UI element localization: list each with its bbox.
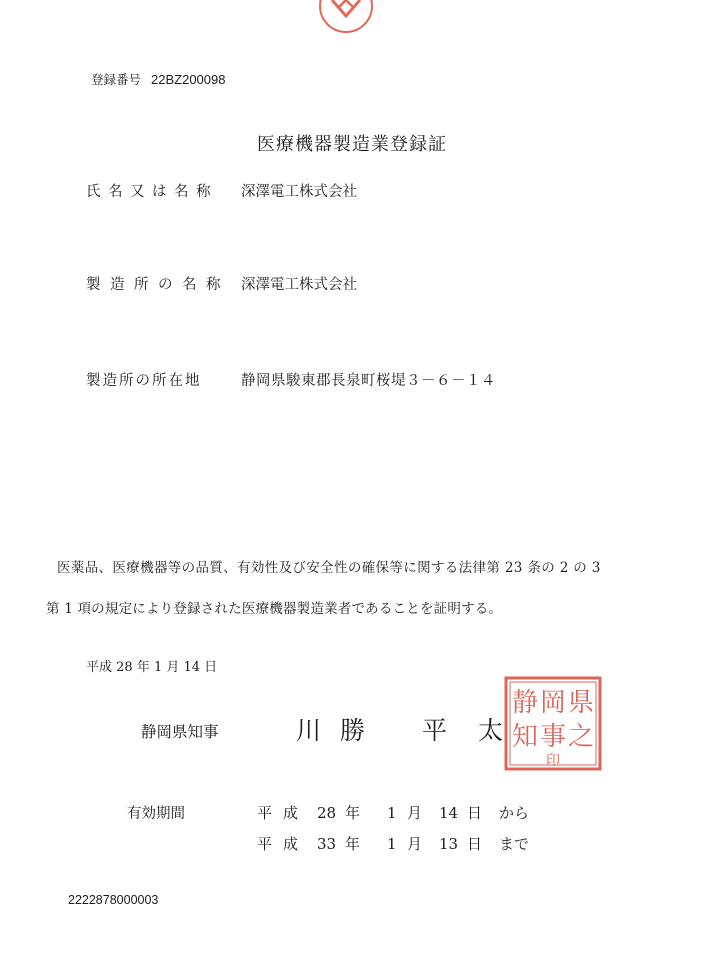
- registration-number: [91, 70, 225, 88]
- governor-official-seal: [503, 675, 603, 772]
- validity-from-part: 年: [345, 804, 361, 822]
- facility-name-label: 製造所の名称: [86, 277, 230, 293]
- facility-address-label: 製造所の所在地: [86, 373, 202, 389]
- validity-to-part: 平: [257, 835, 273, 853]
- validity-from: [257, 802, 529, 823]
- governor-name-char: 勝: [340, 716, 366, 745]
- facility-name-value: 深澤電工株式会社: [241, 277, 357, 293]
- validity-to-part: 33: [317, 835, 337, 853]
- governor-name-char: 川: [296, 716, 322, 745]
- certification-text-line-2: 第 1 項の規定により登録された医療機器製造業者であることを証明する。: [46, 601, 503, 617]
- seal-char: 岡: [539, 688, 567, 718]
- governor-title: 静岡県知事: [141, 723, 219, 741]
- validity-from-part: 成: [283, 804, 299, 822]
- validity-from-part: 28: [317, 804, 337, 822]
- validity-from-part: 平: [257, 804, 273, 822]
- seal-char: 之: [567, 722, 595, 752]
- governor-name: [296, 711, 503, 747]
- validity-from-part: 1: [387, 804, 397, 822]
- validity-to-part: 年: [345, 835, 361, 853]
- governor-name-char: 平: [422, 716, 448, 745]
- facility-address-value: 静岡県駿東郡長泉町桜堤３－６－１４: [241, 373, 496, 389]
- validity-period-label: 有効期間: [127, 806, 185, 822]
- validity-to-part: 日: [467, 835, 483, 853]
- registration-number-value: 22BZ200098: [151, 72, 226, 87]
- governor-name-char: 太: [478, 716, 504, 745]
- seal-char: 知: [511, 722, 539, 752]
- registration-number-label: 登録番号: [91, 72, 142, 87]
- seal-char: 静: [511, 688, 539, 718]
- validity-from-part: 月: [407, 804, 423, 822]
- name-value: 深澤電工株式会社: [241, 184, 357, 200]
- seal-char: 印: [546, 753, 560, 769]
- seal-char: 事: [539, 722, 567, 752]
- issue-date: 平成 28 年 1 月 14 日: [86, 660, 218, 675]
- top-seal-stamp: [318, 0, 374, 34]
- validity-from-part: 14: [439, 804, 459, 822]
- validity-from-part: 日: [467, 804, 483, 822]
- name-label: 氏名又は名称: [86, 184, 218, 200]
- validity-to-part: 13: [439, 835, 459, 853]
- seal-char: 県: [567, 688, 595, 718]
- document-title: 医療機器製造業登録証: [257, 134, 447, 155]
- validity-to-part: 1: [387, 835, 397, 853]
- certification-text-line-1: 医薬品、医療機器等の品質、有効性及び安全性の確保等に関する法律第 23 条の 2 の 3: [57, 560, 601, 576]
- validity-to-part: 月: [407, 835, 423, 853]
- validity-from-part: から: [499, 804, 530, 822]
- validity-to-part: 成: [283, 835, 299, 853]
- validity-to-part: まで: [499, 835, 530, 853]
- document-code: 2222878000003: [68, 893, 159, 907]
- validity-to: [257, 833, 529, 854]
